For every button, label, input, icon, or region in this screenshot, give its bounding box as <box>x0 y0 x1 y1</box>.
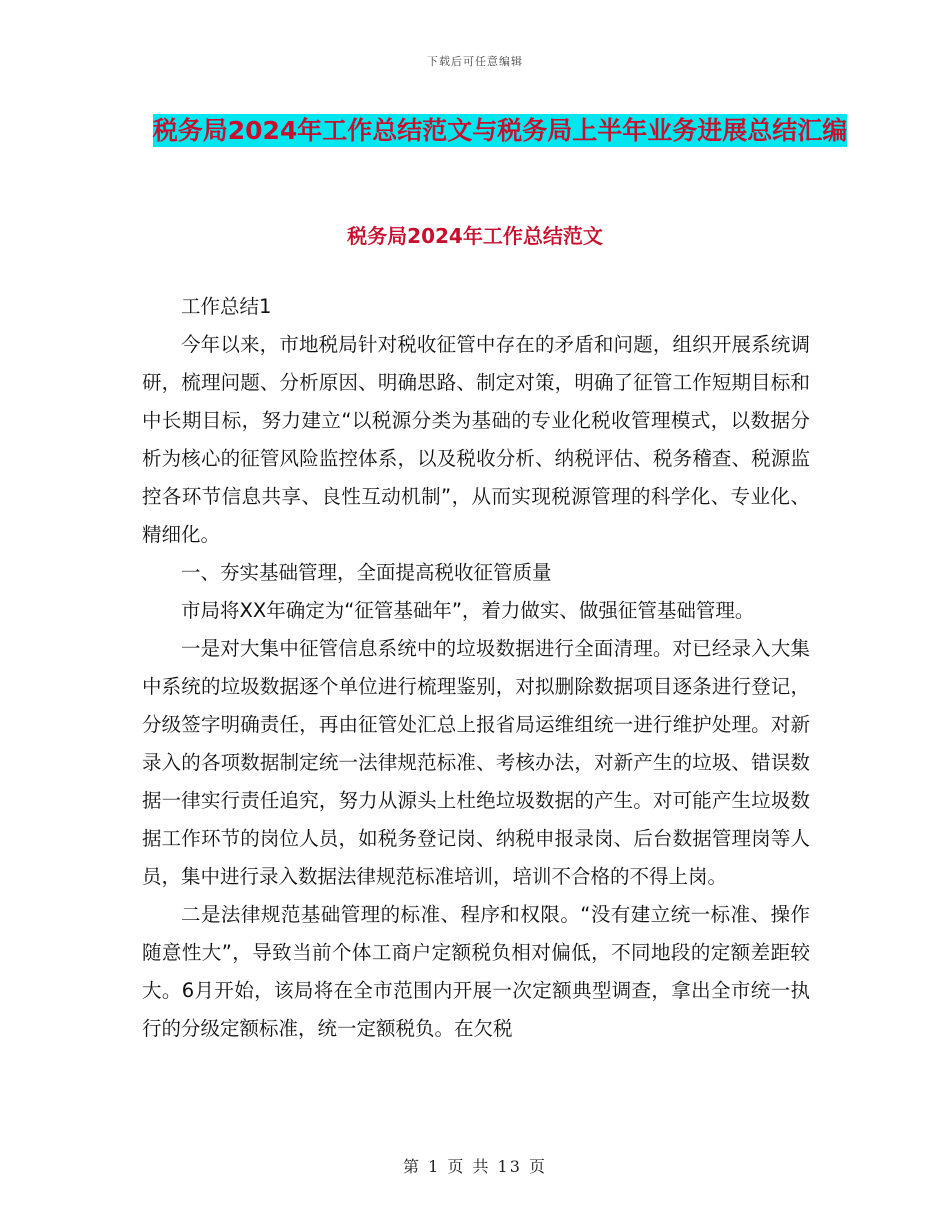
page-footer-number: 第 1 页 共 13 页 <box>403 1157 547 1176</box>
paragraph-data-cleanup: 一是对大集中征管信息系统中的垃圾数据进行全面清理。对已经录入大集中系统的垃圾数据逐个单位进行梳理鉴别，对拟删除数据项目逐条进行登记，分级签字明确责任，再由征管处汇总上报省局运维组统一进行维护处理。对新录入的各项数据制定统一法律规范标准、考核办法，对新产生的垃圾、错误数据一律实行责任追究，努力从源头上杜绝垃圾数据的产生。对可能产生垃圾数据工作环节的岗位人员，如税务登记岗、纳税申报录岗、后台数据管理岗等人员，集中进行录入数据法律规范标准培训，培训不合格的不得上岗。 <box>142 637 810 888</box>
paragraph-foundation-year: 市局将XX年确定为“征管基础年”，着力做实、做强征管基础管理。 <box>181 599 755 622</box>
page-header-note: 下载后可任意编辑 <box>427 55 523 68</box>
section-title: 税务局2024年工作总结范文 <box>347 224 603 248</box>
document-main-title <box>140 108 860 154</box>
paragraph-intro: 今年以来，市地税局针对税收征管中存在的矛盾和问题，组织开展系统调研，梳理问题、分析原因、明确思路、制定对策，明确了征管工作短期目标和中长期目标，努力建立“以税源分类为基础的专业化税收管理模式，以数据分析为核心的征管风险监控体系，以及税收分析、纳税评估、税务稽查、税源监控各环节信息共享、良性互动机制”，从而实现税源管理的科学化、专业化、精细化。 <box>142 333 810 546</box>
paragraph-heading-1: 一、夯实基础管理，全面提高税收征管质量 <box>181 561 552 584</box>
main-title-text: 税务局2024年工作总结范文与税务局上半年业务进展总结汇编 <box>152 116 848 145</box>
paragraph-summary-label: 工作总结1 <box>181 295 272 318</box>
paragraph-standards: 二是法律规范基础管理的标准、程序和权限。“没有建立统一标准、操作随意性大”，导致当前个体工商户定额税负相对偏低，不同地段的定额差距较大。6月开始，该局将在全市范围内开展一次定额典型调查，拿出全市统一执行的分级定额标准，统一定额税负。在欠税 <box>142 903 810 1040</box>
document-body <box>142 288 810 1048</box>
